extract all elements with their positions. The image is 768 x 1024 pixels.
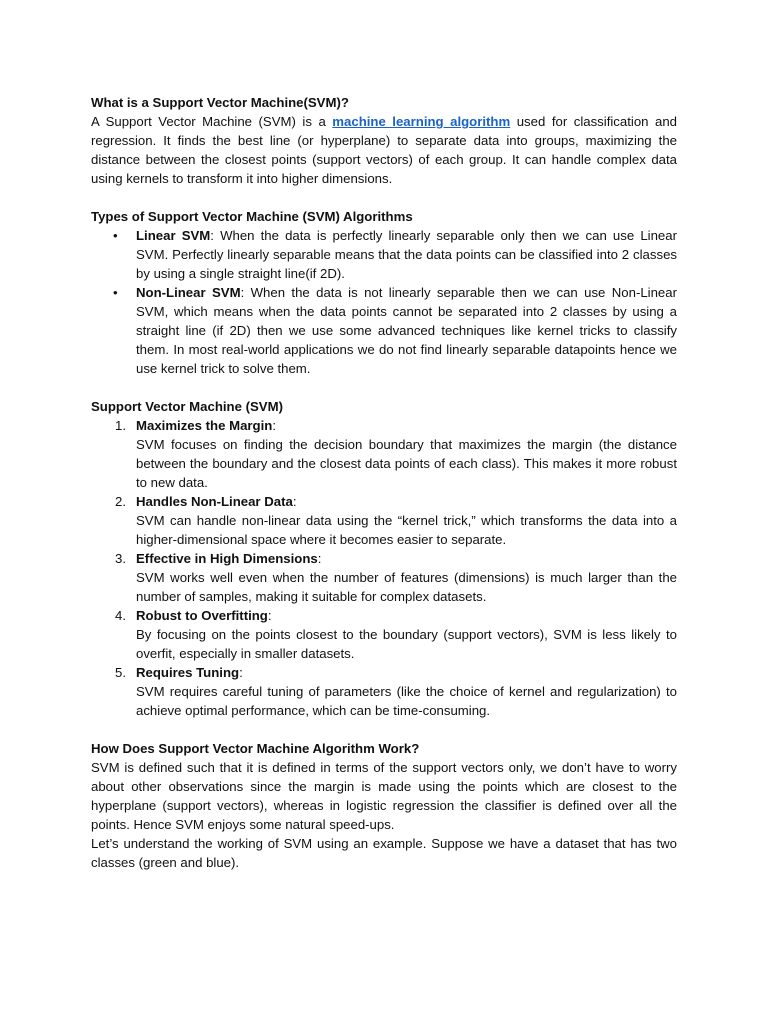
list-item-requires-tuning [91,663,677,720]
intro-text-end: used for classification and regression. It finds the best line (or hyperplane) to separate data into groups, maximizing the distance between the closest points (support vectors) of each group. It can handle complex data using kernels to transform it into higher dimensions. [91,114,677,186]
spacer [91,378,677,397]
list-item-maximizes-margin [91,416,677,492]
linear-svm-description: : When the data is perfectly linearly separable only then we can use Linear SVM. Perfectly linearly separable means that the data points can be classified into 2 classes by using a single straight line(if 2D). [136,228,677,281]
list-number: 2. [115,494,126,509]
list-item-high-dimensions [91,549,677,606]
list-item-non-linear-svm [91,283,677,378]
list-item-description: By focusing on the points closest to the boundary (support vectors), SVM is less likely to overfit, especially in smaller datasets. [136,627,677,661]
list-item-handles-non-linear [91,492,677,549]
spacer [91,720,677,739]
list-item-title [136,416,677,435]
how-svm-works-paragraph-1: SVM is defined such that it is defined in terms of the support vectors only, we don’t have to worry about other observations since the margin is made using the points which are closest to the hyperplane (support vectors), whereas in logistic regression the classifier is defined over all the points. Hence SVM enjoys some natural speed-ups. [91,760,677,832]
machine-learning-algorithm-link[interactable]: machine learning algorithm [332,114,511,129]
bullet-icon: • [113,228,118,243]
list-item-title [136,549,677,568]
term-colon: : [267,608,272,623]
term-colon: : [317,551,322,566]
term-handles-non-linear: Handles Non-Linear Data [136,494,293,509]
list-number: 3. [115,551,126,566]
bullet-icon: • [113,285,118,300]
term-high-dimensions: Effective in High Dimensions [136,551,318,566]
list-item-title [136,492,677,511]
term-maximizes-margin: Maximizes the Margin [136,418,273,433]
section-heading-svm-properties: Support Vector Machine (SVM) [91,399,283,414]
list-number: 4. [115,608,126,623]
intro-text-start: A Support Vector Machine (SVM) is a [91,114,333,129]
term-linear-svm: Linear SVM [136,228,211,243]
how-svm-works-paragraph-2: Let’s understand the working of SVM using an example. Suppose we have a dataset that has two classes (green and blue). [91,836,677,870]
term-colon: : [239,665,243,680]
list-item-title [136,663,677,682]
list-item-linear-svm [91,226,677,283]
term-non-linear-svm: Non-Linear SVM [136,285,241,300]
svm-types-list [91,226,677,378]
list-number: 1. [115,418,126,433]
term-colon: : [272,418,276,433]
section-heading-what-is-svm: What is a Support Vector Machine(SVM)? [91,95,349,110]
term-robust-overfitting: Robust to Overfitting [136,608,268,623]
document-page [91,93,677,872]
list-item-description: SVM can handle non-linear data using the “kernel trick,” which transforms the data into a higher-dimensional space where it becomes easier to separate. [136,513,677,547]
term-requires-tuning: Requires Tuning [136,665,240,680]
list-item-description: SVM works well even when the number of features (dimensions) is much larger than the number of samples, making it suitable for complex datasets. [136,570,677,604]
list-item-robust-overfitting [91,606,677,663]
list-item-title [136,606,677,625]
section-heading-types-of-svm: Types of Support Vector Machine (SVM) Algorithms [91,209,413,224]
spacer [91,188,677,207]
list-number: 5. [115,665,126,680]
list-item-description: SVM requires careful tuning of parameters (like the choice of kernel and regularization) to achieve optimal performance, which can be time-consuming. [136,684,677,718]
svm-properties-list [91,416,677,720]
section-heading-how-svm-works: How Does Support Vector Machine Algorithm Work? [91,741,420,756]
svm-intro-paragraph [91,112,677,188]
term-colon: : [292,494,297,509]
non-linear-svm-description: : When the data is not linearly separable then we can use Non-Linear SVM, which means when the data points cannot be separated into 2 classes by using a straight line (if 2D) then we use some advanced techniques like kernel tricks to classify them. In most real-world applications we do not find linearly separable datapoints hence we use kernel trick to solve them. [136,285,677,376]
list-item-description: SVM focuses on finding the decision boundary that maximizes the margin (the distance between the boundary and the closest data points of each class). This makes it more robust to new data. [136,437,677,490]
